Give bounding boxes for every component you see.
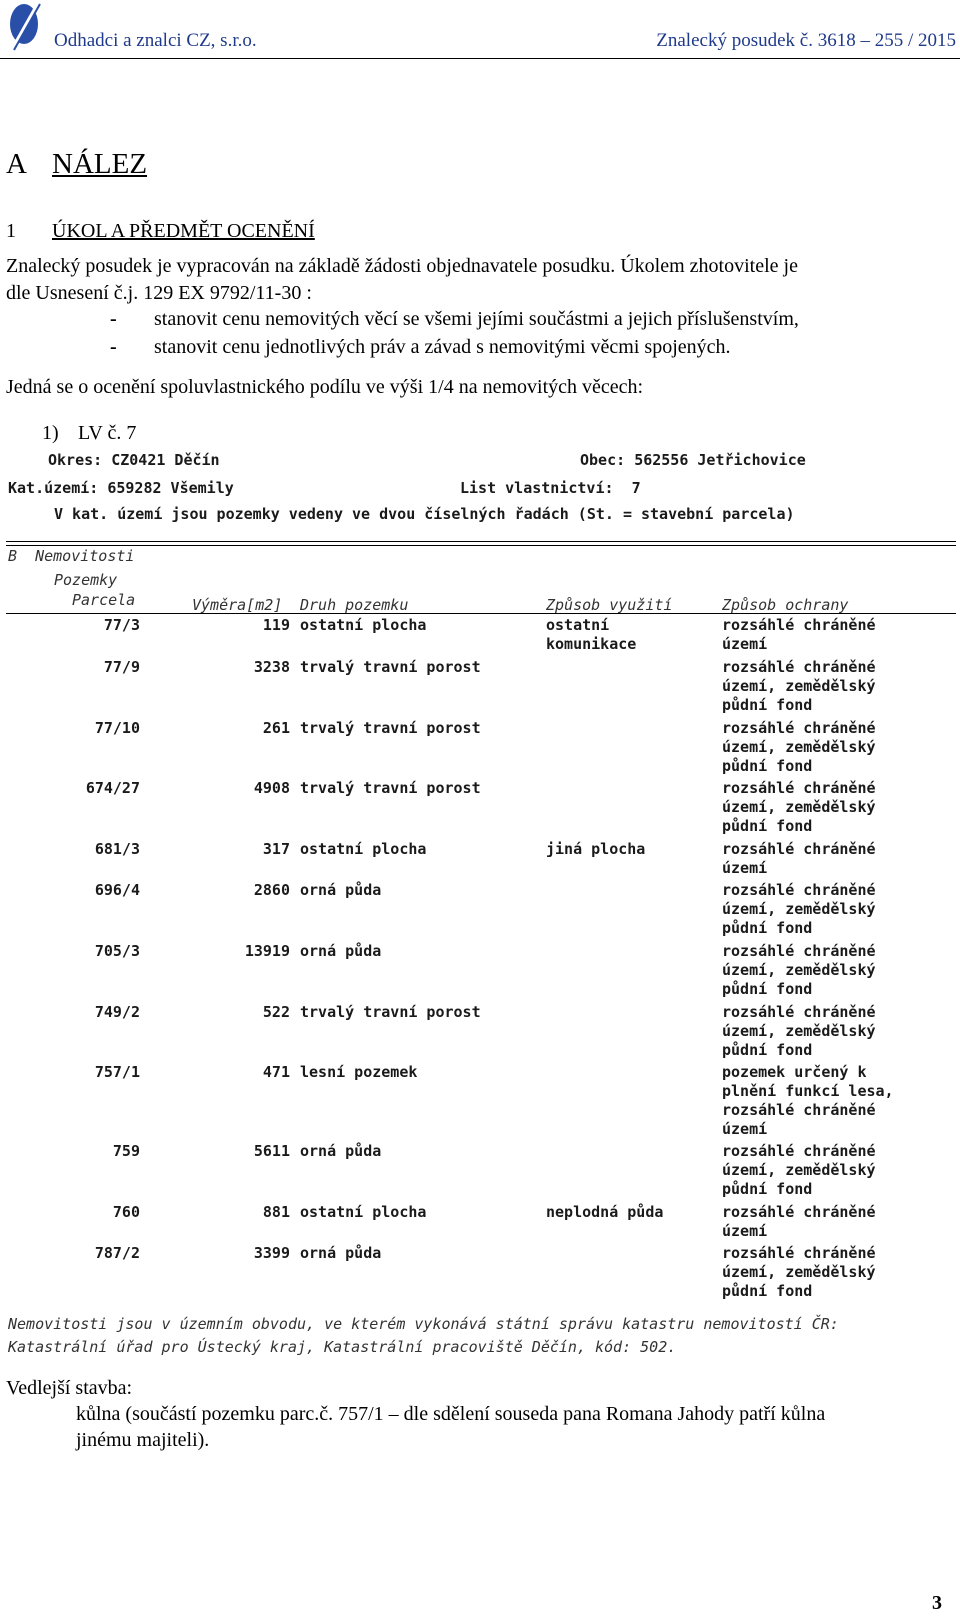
obec-value: 562556 Jetřichovice	[634, 451, 806, 469]
okres-value: CZ0421 Děčín	[111, 451, 220, 469]
cell-vyuziti: neplodná půda	[546, 1203, 664, 1221]
list-vlastnictvi	[460, 479, 641, 497]
obec	[580, 451, 806, 469]
cell-ochrana: rozsáhlé chráněné území	[722, 1203, 876, 1240]
okres-label: Okres:	[48, 451, 103, 469]
kat-uzemi-label: Kat.území:	[8, 479, 99, 497]
cell-vyuziti: ostatní komunikace	[546, 616, 637, 653]
divider	[6, 545, 956, 546]
outbuilding-label: Vedlejší stavba:	[6, 1377, 133, 1399]
cell-vymera: 5611	[253, 1142, 290, 1160]
company-name: Odhadci a znalci CZ, s.r.o.	[54, 30, 257, 51]
subsection-title: ÚKOL A PŘEDMĚT OCENĚNÍ	[52, 220, 315, 242]
section-heading-a	[6, 148, 147, 181]
pozemky-label: Pozemky	[54, 571, 118, 589]
okres	[48, 451, 220, 469]
cell-druh: orná půda	[300, 881, 382, 899]
share-paragraph: Jedná se o ocenění spoluvlastnického podílu ve výši 1/4 na nemovitých věcech:	[6, 376, 644, 398]
intro-line: dle Usnesení č.j. 129 EX 9792/11-30 :	[6, 282, 312, 304]
lv-field-label: List vlastnictví:	[460, 479, 614, 497]
lv-field-value: 7	[631, 479, 641, 497]
cell-ochrana: rozsáhlé chráněné území, zemědělský půdní fond	[722, 719, 876, 775]
cell-druh: orná půda	[300, 1244, 382, 1262]
lv-heading	[42, 422, 136, 445]
column-header-ochrana: Způsob ochrany	[722, 596, 849, 614]
cell-parcela: 787/2	[94, 1244, 140, 1262]
kat-uzemi-value: 659282 Všemily	[107, 479, 234, 497]
cell-parcela: 696/4	[94, 881, 140, 899]
report-number: Znalecký posudek č. 3618 – 255 / 2015	[656, 30, 956, 51]
cell-vymera: 522	[262, 1003, 290, 1021]
cell-parcela: 77/9	[103, 658, 140, 676]
cell-parcela: 760	[112, 1203, 140, 1221]
bullet-item: - stanovit cenu nemovitých věcí se všemi jejími součástmi a jejich příslušenstvím,	[110, 308, 799, 330]
intro-paragraph	[6, 253, 956, 307]
cell-vymera: 13919	[244, 942, 290, 960]
column-header-druh: Druh pozemku	[300, 596, 409, 614]
intro-line: Znalecký posudek je vypracován na základě žádosti objednavatele posudku. Úkolem zhotovitele je	[6, 255, 798, 277]
cell-parcela: 77/3	[103, 616, 140, 634]
bullet-item: - stanovit cenu jednotlivých práv a závad s nemovitými věcmi spojených.	[110, 336, 731, 358]
section-title: NÁLEZ	[52, 148, 148, 180]
bullet-text: stanovit cenu nemovitých věcí se všemi jejími součástmi a jejich příslušenstvím,	[154, 308, 799, 330]
outbuilding-text: jinému majiteli).	[76, 1429, 210, 1451]
cell-druh: trvalý travní porost	[300, 658, 481, 676]
cell-druh: orná půda	[300, 1142, 382, 1160]
section-number: A	[6, 148, 27, 180]
series-note: V kat. území jsou pozemky vedeny ve dvou číselných řadách (St. = stavební parcela)	[54, 505, 795, 523]
cell-druh: ostatní plocha	[300, 1203, 427, 1221]
cell-ochrana: rozsáhlé chráněné území	[722, 616, 876, 653]
cell-druh: ostatní plocha	[300, 840, 427, 858]
cell-ochrana: rozsáhlé chráněné území, zemědělský půdní fond	[722, 881, 876, 937]
cell-druh: trvalý travní porost	[300, 779, 481, 797]
cell-parcela: 77/10	[94, 719, 140, 737]
cell-parcela: 749/2	[94, 1003, 140, 1021]
cell-vymera: 2860	[253, 881, 290, 899]
cell-ochrana: rozsáhlé chráněné území, zemědělský půdní fond	[722, 1244, 876, 1300]
column-header-vymera: Výměra[m2]	[192, 596, 283, 614]
cell-parcela: 681/3	[94, 840, 140, 858]
section-heading-1	[6, 220, 315, 243]
obec-label: Obec:	[580, 451, 626, 469]
column-header-vyuziti: Způsob využití	[546, 596, 673, 614]
divider	[6, 541, 956, 542]
cell-vymera: 881	[262, 1203, 290, 1221]
cell-parcela: 757/1	[94, 1063, 140, 1081]
cell-vymera: 3238	[253, 658, 290, 676]
cadastre-footer: Nemovitosti jsou v územním obvodu, ve kterém vykonává státní správu katastru nemovitostí ČR:	[8, 1315, 839, 1333]
cell-vyuziti: jiná plocha	[546, 840, 646, 858]
lv-label: LV č. 7	[78, 422, 137, 444]
cell-druh: lesní pozemek	[300, 1063, 418, 1081]
company-logo-icon	[4, 2, 44, 52]
cell-vymera: 119	[262, 616, 290, 634]
cell-parcela: 674/27	[85, 779, 140, 797]
cell-ochrana: rozsáhlé chráněné území, zemědělský půdní fond	[722, 1003, 876, 1059]
cell-vymera: 4908	[253, 779, 290, 797]
cadastre-footer: Katastrální úřad pro Ústecký kraj, Katastrální pracoviště Děčín, kód: 502.	[8, 1338, 677, 1356]
cell-vymera: 261	[262, 719, 290, 737]
cell-vymera: 471	[262, 1063, 290, 1081]
lv-number: 1)	[42, 422, 59, 444]
column-header-parcela: Parcela	[72, 591, 136, 609]
cell-ochrana: pozemek určený k plnění funkcí lesa, rozsáhlé chráněné území	[722, 1063, 894, 1138]
divider	[6, 613, 956, 614]
cell-druh: ostatní plocha	[300, 616, 427, 634]
cell-ochrana: rozsáhlé chráněné území	[722, 840, 876, 877]
cell-ochrana: rozsáhlé chráněné území, zemědělský půdní fond	[722, 942, 876, 998]
page-header	[0, 0, 960, 59]
cell-parcela: 705/3	[94, 942, 140, 960]
cell-druh: trvalý travní porost	[300, 719, 481, 737]
bullet-text: stanovit cenu jednotlivých práv a závad s nemovitými věcmi spojených.	[154, 336, 731, 358]
kat-uzemi	[8, 479, 234, 497]
subsection-number: 1	[6, 220, 16, 242]
outbuilding-text: kůlna (součástí pozemku parc.č. 757/1 – dle sdělení souseda pana Romana Jahody patří kůlna	[76, 1403, 826, 1425]
page-number: 3	[932, 1592, 942, 1614]
section-b-label: B Nemovitosti	[8, 547, 135, 565]
cell-ochrana: rozsáhlé chráněné území, zemědělský půdní fond	[722, 779, 876, 835]
cell-ochrana: rozsáhlé chráněné území, zemědělský půdní fond	[722, 658, 876, 714]
cell-vymera: 3399	[253, 1244, 290, 1262]
cell-vymera: 317	[262, 840, 290, 858]
cell-ochrana: rozsáhlé chráněné území, zemědělský půdní fond	[722, 1142, 876, 1198]
cell-druh: trvalý travní porost	[300, 1003, 481, 1021]
cell-druh: orná půda	[300, 942, 382, 960]
cell-parcela: 759	[112, 1142, 140, 1160]
